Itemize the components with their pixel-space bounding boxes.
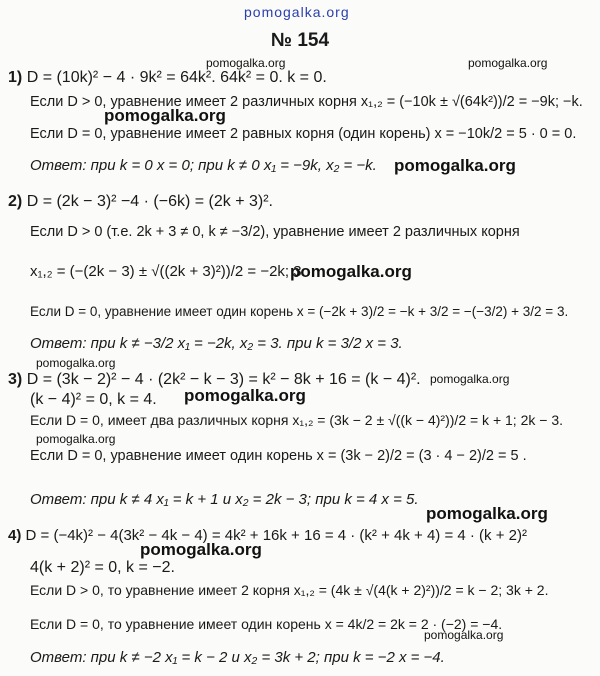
equation-line: Если D = 0, уравнение имеет один корень x = (−2k + 3)/2 = −k + 3/2 = −(−3/2) + 3/2 = 3. — [30, 304, 569, 319]
watermark: pomogalka.org — [104, 106, 226, 125]
problem-4 — [8, 526, 527, 546]
equation-line: D = (−4k)² − 4(3k² − 4k − 4) = 4k² + 16k + 16 = 4 · (k² + 4k + 4) = 4 · (k + 2)² — [25, 527, 527, 544]
problem-number: 3) — [8, 371, 23, 388]
problem-number: 2) — [8, 193, 23, 210]
equation-line: x₁,₂ = (−(2k − 3) ± √((2k + 3)²))/2 = −2k; 3. — [30, 263, 306, 280]
watermark: pomogalka.org — [140, 540, 262, 559]
watermark: pomogalka.org — [36, 356, 116, 370]
equation-line: Если D = 0, то уравнение имеет один корень x = 4k/2 = 2k = 2 · (−2) = −4. — [30, 616, 503, 632]
watermark: pomogalka.org — [290, 262, 412, 281]
equation-line: Если D > 0, то уравнение имеет 2 корня x₁,₂ = (4k ± √(4(k + 2)²))/2 = k − 2; 3k + 2. — [30, 582, 549, 598]
equation-line: D = (10k)² − 4 · 9k² = 64k². 64k² = 0. k = 0. — [26, 69, 327, 86]
equation-line: Если D > 0 (т.е. 2k + 3 ≠ 0, k ≠ −3/2), уравнение имеет 2 различных корня — [30, 224, 520, 240]
watermark: pomogalka.org — [36, 432, 116, 446]
problem-number: 4) — [8, 527, 22, 544]
equation-line: 4(k + 2)² = 0, k = −2. — [30, 559, 175, 576]
page-title: № 154 — [270, 30, 330, 51]
equation-line: D = (2k − 3)² −4 · (−6k) = (2k + 3)². — [26, 193, 273, 210]
equation-line: Если D = 0, уравнение имеет 2 равных корня (один корень) x = −10k/2 = 5 · 0 = 0. — [30, 126, 577, 142]
answer-line: Ответ: при k ≠ 4 x₁ = k + 1 и x₂ = 2k − 3; при k = 4 x = 5. — [30, 491, 419, 508]
equation-line: Если D > 0, уравнение имеет 2 различных корня x₁,₂ = (−10k ± √(64k²))/2 = −9k; −k. — [30, 94, 583, 110]
watermark: pomogalka.org — [394, 156, 516, 175]
watermark: pomogalka.org — [184, 386, 306, 405]
watermark: pomogalka.org — [468, 56, 548, 70]
equation-line: D = (3k − 2)² − 4 · (2k² − k − 3) = k² − 8k + 16 = (k − 4)². — [26, 371, 421, 388]
watermark: pomogalka.org — [424, 628, 504, 642]
problem-number: 1) — [8, 69, 23, 86]
watermark: pomogalka.org — [206, 56, 286, 70]
problem-1 — [8, 68, 327, 88]
header-watermark: pomogalka.org — [244, 4, 350, 20]
equation-line: (k − 4)² = 0, k = 4. — [30, 391, 157, 408]
answer-line: Ответ: при k ≠ −2 x₁ = k − 2 и x₂ = 3k + 2; при k = −2 x = −4. — [30, 649, 445, 666]
answer-line: Ответ: при k = 0 x = 0; при k ≠ 0 x₁ = −9k, x₂ = −k. — [30, 157, 377, 174]
answer-line: Ответ: при k ≠ −3/2 x₁ = −2k, x₂ = 3. при k = 3/2 x = 3. — [30, 335, 403, 352]
watermark: pomogalka.org — [430, 372, 510, 386]
problem-2 — [8, 192, 273, 212]
equation-line: Если D = 0, уравнение имеет один корень x = (3k − 2)/2 = (3 · 4 − 2)/2 = 5 . — [30, 448, 527, 464]
watermark: pomogalka.org — [426, 504, 548, 523]
equation-line: Если D = 0, имеет два различных корня x₁,₂ = (3k − 2 ± √((k − 4)²))/2 = k + 1; 2k − 3. — [30, 412, 563, 428]
